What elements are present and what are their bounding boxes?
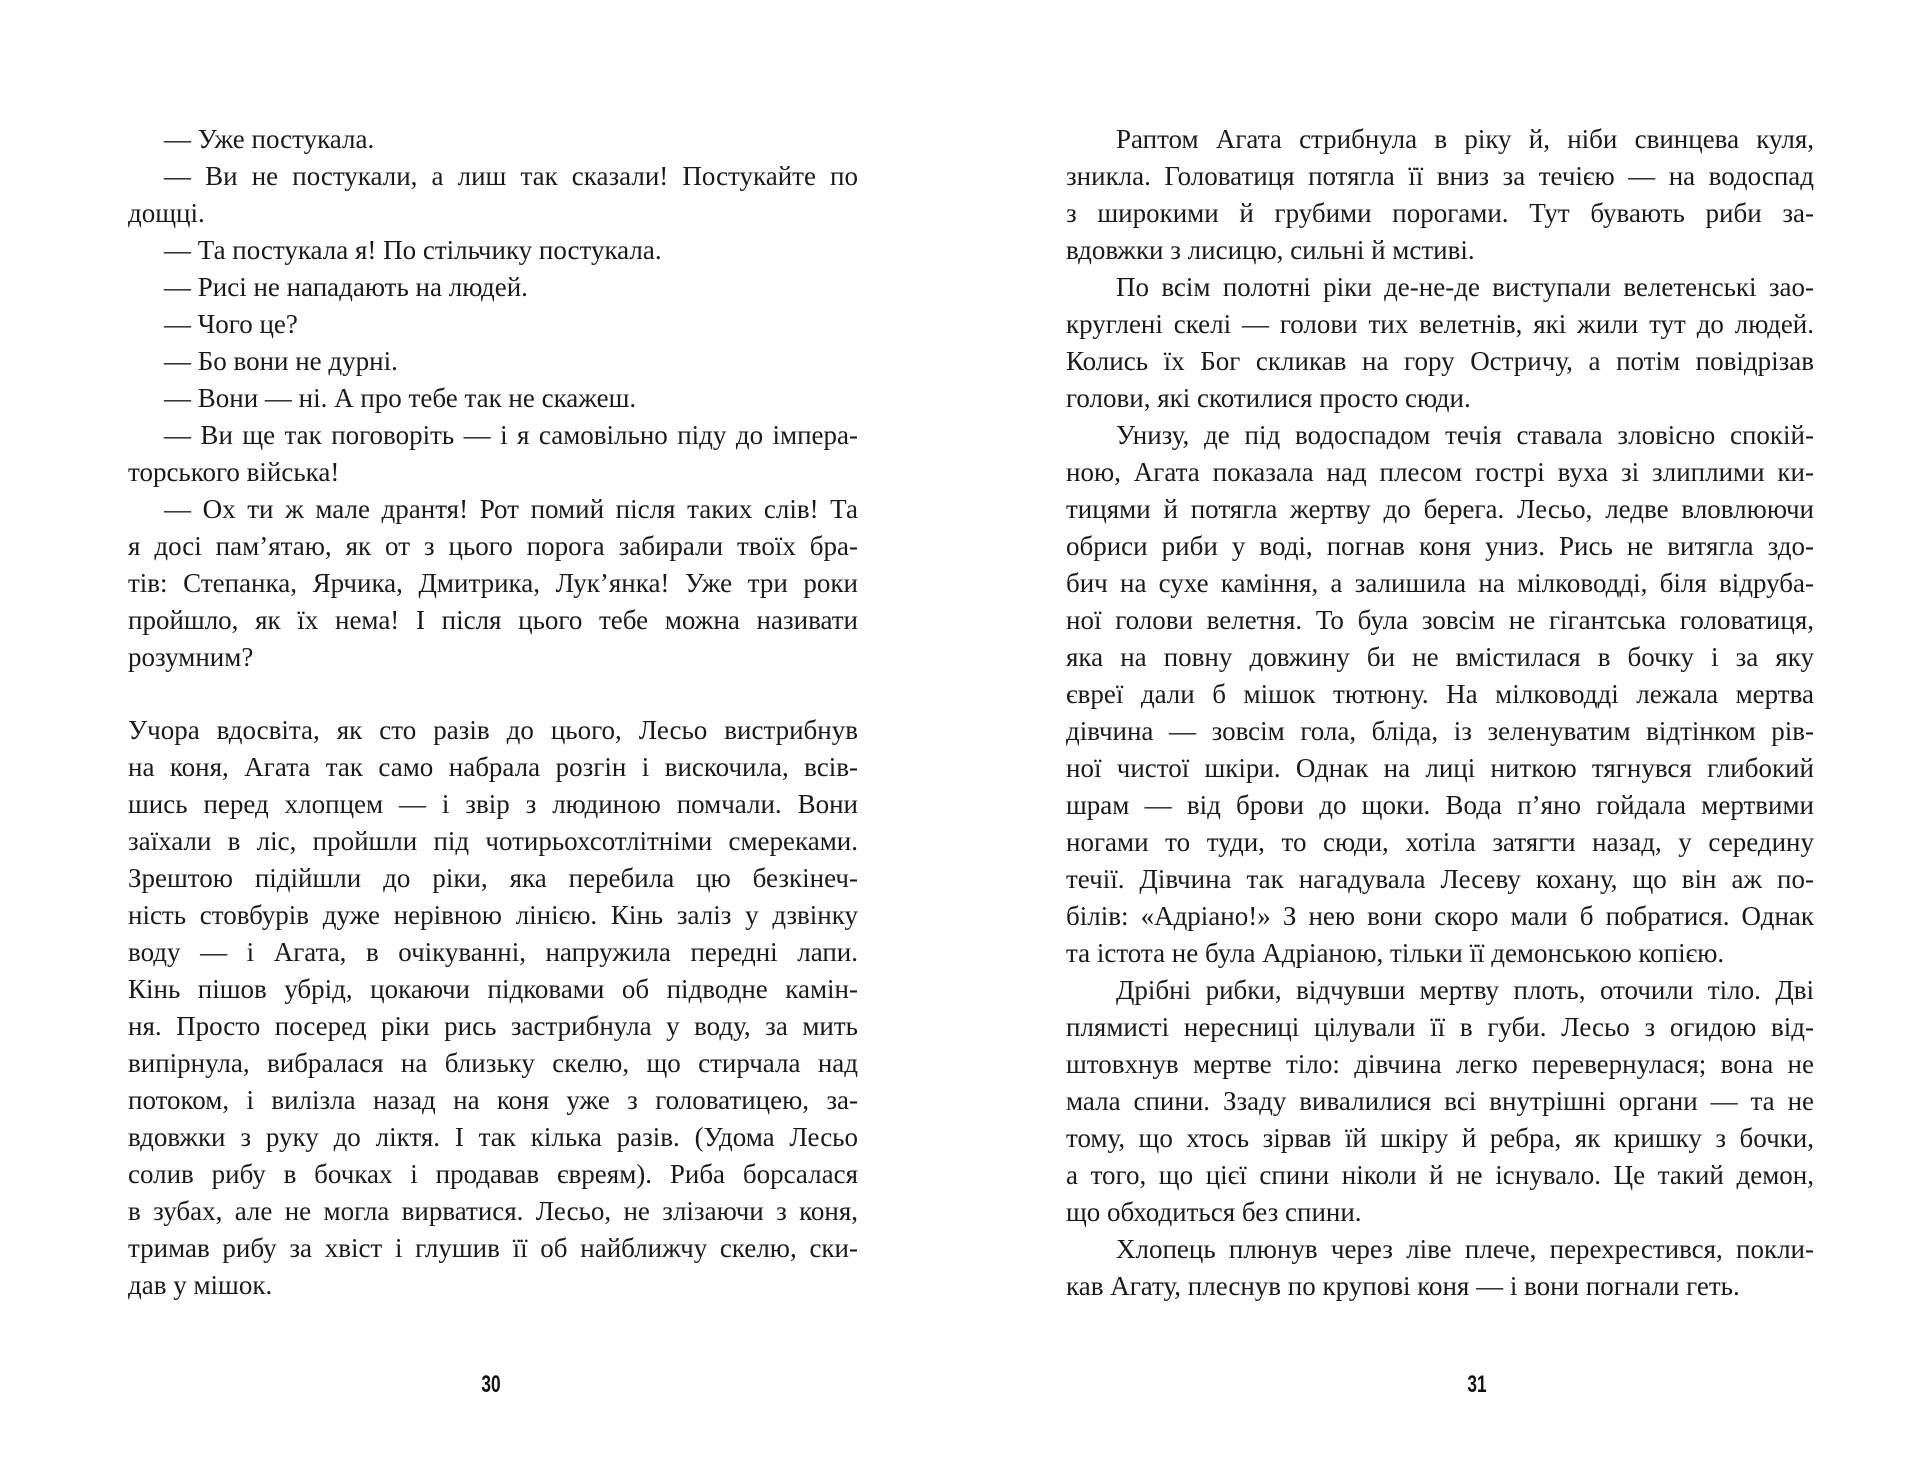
paragraph (128, 417, 858, 491)
text-line: ногами то туди, то сюди, хотіла затягти назад, у середину (1066, 827, 1814, 857)
text-line: пройшло, як їх нема! І після цього тебе можна називати (128, 605, 858, 635)
text-line: течії. Дівчина так нагадувала Лесеву кохану, що він аж по- (1066, 864, 1814, 894)
text-line: воду — і Агата, в очікуванні, напружила передні лапи. (128, 937, 858, 967)
text-line: — Уже постукала. (164, 124, 375, 154)
text-line: Дрібні рибки, відчувши мертву плоть, оточили тіло. Дві (1116, 975, 1814, 1005)
text-line: шрам — від брови до щоки. Вода п’яно гойдала мертвими (1066, 790, 1814, 820)
text-line: Хлопець плюнув через ліве плече, перехрестився, покли- (1116, 1234, 1814, 1264)
text-line: штовхнув мертве тіло: дівчина легко перевернулася; вона не (1066, 1049, 1814, 1079)
text-line: тицями й потягла жертву до берега. Лесьо, ледве вловлюючи (1066, 494, 1814, 524)
text-line: білів: «Адріано!» З нею вони скоро мали б побратися. Однак (1066, 901, 1814, 931)
text-line: шись перед хлопцем — і звір з людиною помчали. Вони (128, 789, 858, 819)
text-line: плямисті нересниці цілували її в губи. Лесьо з огидою від- (1066, 1012, 1814, 1042)
text-line: Раптом Агата стрибнула в ріку й, ніби свинцева куля, (1116, 124, 1814, 154)
paragraph (128, 269, 858, 306)
text-line: солив рибу в бочках і продавав євреям). Риба борсалася (128, 1159, 858, 1189)
text-line: — Вони — ні. А про тебе так не скажеш. (164, 383, 637, 413)
text-line: тів: Степанка, Ярчика, Дмитрика, Лук’янка! Уже три роки (128, 568, 858, 598)
text-line: а того, що цієї спини ніколи й не існувало. Це такий демон, (1066, 1160, 1814, 1190)
text-line: вдовжки з руку до ліктя. І так кілька разів. (Удома Лесьо (128, 1122, 858, 1152)
text-line: Учора вдосвіта, як сто разів до цього, Лесьо вистрибнув (128, 715, 858, 745)
text-line: бич на сухе каміння, а залишила на мілководді, біля відруба- (1066, 568, 1814, 598)
text-line: дощці. (128, 198, 205, 228)
text-line: заїхали в ліс, пройшли під чотирьохсотлітніми смереками. (128, 826, 858, 856)
paragraph (128, 712, 858, 1304)
text-line: дівчина — зовсім гола, бліда, із зеленуватим відтінком рів- (1066, 716, 1814, 746)
text-line: ною, Агата показала над плесом гострі вуха зі злиплими ки- (1066, 457, 1814, 487)
text-line: — Рисі не нападають на людей. (164, 272, 528, 302)
text-line: розумним? (128, 642, 254, 672)
text-line: зникла. Головатиця потягла її вниз за течією — на водоспад (1066, 161, 1814, 191)
paragraph (128, 158, 858, 232)
text-line: ність стовбурів дуже нерівною лінією. Кінь заліз у дзвінку (128, 900, 858, 930)
text-line: По всім полотні ріки де-не-де виступали велетенські зао- (1116, 272, 1814, 302)
text-line: кав Агату, плеснув по крупові коня — і вони погнали геть. (1066, 1271, 1740, 1301)
text-line: тому, що хтось зірвав їй шкіру й ребра, як кришку з бочки, (1066, 1123, 1814, 1153)
text-line: Колись їх Бог скликав на гору Остричу, а потім повідрізав (1066, 346, 1814, 376)
paragraph (128, 306, 858, 343)
text-line: яка на повну довжину би не вмістилася в бочку і за яку (1066, 642, 1814, 672)
paragraph (128, 343, 858, 380)
text-line: ної чистої шкіри. Однак на лиці ниткою тягнувся глибокий (1066, 753, 1814, 783)
text-line: ня. Просто посеред ріки рись застрибнула у воду, за мить (128, 1011, 858, 1041)
paragraph (1066, 269, 1814, 417)
text-line: круглені скелі — голови тих велетнів, які жили тут до людей. (1066, 309, 1814, 339)
text-line: євреї дали б мішок тютюну. На мілководді лежала мертва (1066, 679, 1814, 709)
page-text (128, 121, 858, 1304)
text-line: на коня, Агата так само набрала розгін і вискочила, всів- (128, 752, 858, 782)
text-line: Кінь пішов убрід, цокаючи підковами об підводне камін- (128, 974, 858, 1004)
page-number: 31 (1467, 1371, 1487, 1398)
text-line: потоком, і вилізла назад на коня уже з головатицею, за- (128, 1085, 858, 1115)
paragraph (128, 380, 858, 417)
paragraph (128, 232, 858, 269)
text-line: Унизу, де під водоспадом течія ставала зловісно спокій- (1116, 420, 1814, 450)
page-number: 30 (481, 1371, 501, 1398)
text-line: з широкими й грубими порогами. Тут бувають риби за- (1066, 198, 1814, 228)
right-page (960, 0, 1920, 1477)
page-text (1066, 121, 1814, 1305)
text-line: випірнула, вибралася на близьку скелю, що стирчала над (128, 1048, 858, 1078)
paragraph (1066, 121, 1814, 269)
text-line: вдовжки з лисицю, сильні й мстиві. (1066, 235, 1475, 265)
text-line: я досі пам’ятаю, як от з цього порога забирали твоїх бра- (128, 531, 858, 561)
paragraph (1066, 1231, 1814, 1305)
paragraph (1066, 417, 1814, 972)
text-line: — Чого це? (164, 309, 298, 339)
text-line: — Ох ти ж мале дрантя! Рот помий після таких слів! Та (164, 494, 858, 524)
text-line: що обходиться без спини. (1066, 1197, 1362, 1227)
text-line: — Ви ще так поговоріть — і я самовільно піду до імпера- (164, 420, 858, 450)
text-line: — Бо вони не дурні. (164, 346, 398, 376)
text-line: — Ви не постукали, а лиш так сказали! Постукайте по (164, 161, 858, 191)
text-line: дав у мішок. (128, 1270, 273, 1300)
paragraph (1066, 972, 1814, 1231)
text-line: голови, які скотилися просто сюди. (1066, 383, 1471, 413)
text-line: в зубах, але не могла вирватися. Лесьо, не злізаючи з коня, (128, 1196, 858, 1226)
text-line: торського війська! (128, 457, 340, 487)
paragraph (128, 491, 858, 676)
text-line: — Та постукала я! По стільчику постукала. (164, 235, 662, 265)
text-line: та істота не була Адріаною, тільки її демонською копією. (1066, 938, 1725, 968)
paragraph (128, 121, 858, 158)
text-line: тримав рибу за хвіст і глушив її об найближчу скелю, ски- (128, 1233, 858, 1263)
text-line: ної голови велетня. То була зовсім не гігантська головатиця, (1066, 605, 1814, 635)
text-line: Зрештою підійшли до ріки, яка перебила цю безкінеч- (128, 863, 858, 893)
text-line: мала спини. Ззаду вивалилися всі внутрішні органи — та не (1066, 1086, 1814, 1116)
text-line: обриси риби у воді, погнав коня униз. Рись не витягла здо- (1066, 531, 1814, 561)
